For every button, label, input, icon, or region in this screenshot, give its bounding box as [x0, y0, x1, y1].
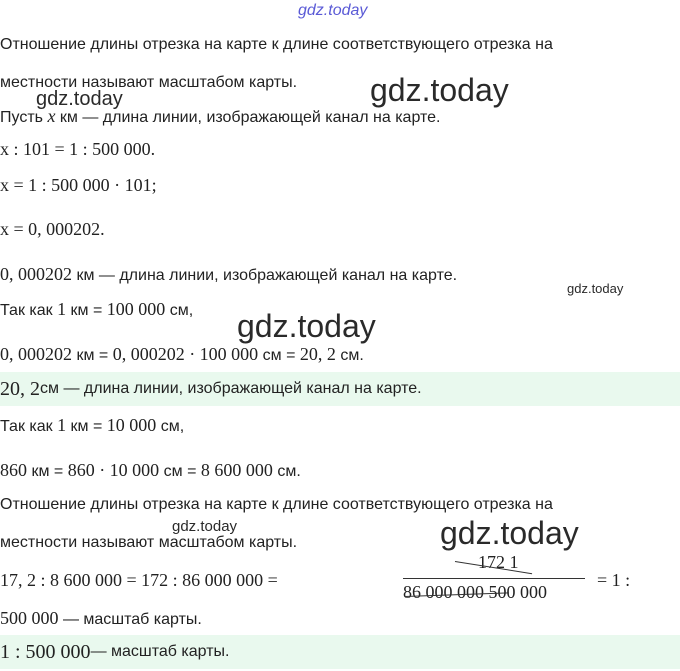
- text: Так как: [0, 418, 58, 435]
- math: 20, 2: [0, 378, 40, 400]
- text: — масштаб карты.: [58, 611, 202, 628]
- math: 1: [57, 299, 67, 319]
- answer-highlight-2: [0, 635, 680, 669]
- result-line-km: [0, 263, 680, 287]
- math: 0, 000202: [0, 264, 72, 284]
- math: 8 600 000: [200, 460, 273, 480]
- text: км =: [66, 302, 107, 319]
- text: км =: [72, 347, 113, 364]
- equation-1: x : 101 = 1 : 500 000.: [0, 139, 156, 159]
- text: км =: [27, 463, 68, 480]
- let-line: [0, 105, 680, 129]
- text: см — длина линии, изображающей канал на карте.: [40, 380, 422, 397]
- math: 860: [0, 460, 27, 480]
- watermark: gdz.today: [440, 515, 579, 551]
- scale-equation: 17, 2 : 8 600 000 = 172 : 86 000 000 =: [0, 570, 278, 590]
- math: 10 000: [106, 415, 157, 435]
- text: см.: [335, 347, 364, 364]
- math: 1 : 500 000: [0, 641, 91, 663]
- definition-line-2: местности называют масштабом карты.: [0, 74, 298, 91]
- since-line-1: [0, 298, 680, 322]
- equation-3: x = 0, 000202.: [0, 219, 105, 239]
- text: см,: [165, 302, 194, 319]
- since-line-2: [0, 414, 680, 438]
- text: — масштаб карты.: [90, 643, 230, 660]
- math: 0, 000202: [0, 344, 72, 364]
- math: 0, 000202 · 100 000: [112, 344, 259, 364]
- equation-2: x = 1 : 500 000 · 101;: [0, 175, 157, 195]
- definition-line-1: Отношение длины отрезка на карте к длине соответствующего отрезка на: [0, 36, 553, 53]
- conversion-line-2: [0, 459, 680, 483]
- watermark: gdz.today: [237, 308, 376, 344]
- text: км — длина линии, изображающей канал на карте.: [72, 267, 458, 284]
- fraction-bar: [403, 578, 585, 579]
- math: 100 000: [106, 299, 166, 319]
- math: 860 · 10 000: [67, 460, 160, 480]
- math: 1: [57, 415, 67, 435]
- fraction-numerator: 172 1: [478, 552, 519, 572]
- definition-line-3: Отношение длины отрезка на карте к длине соответствующего отрезка на: [0, 496, 553, 513]
- text: см =: [159, 463, 201, 480]
- text: см.: [272, 463, 301, 480]
- watermark: gdz.today: [567, 281, 624, 296]
- text: км =: [66, 418, 107, 435]
- text: Пусть: [0, 109, 48, 126]
- text: км — длина линии, изображающей канал на карте.: [55, 109, 441, 126]
- text: см,: [156, 418, 185, 435]
- math: 500 000: [0, 608, 59, 628]
- math: 20, 2: [299, 344, 336, 364]
- math: x: [47, 106, 56, 126]
- scale-result-line: [0, 607, 680, 631]
- answer-highlight-1: [0, 372, 680, 406]
- definition-line-4: местности называют масштабом карты.: [0, 534, 298, 551]
- watermark: gdz.today: [36, 88, 123, 110]
- scale-equation-right: = 1 :: [597, 570, 631, 590]
- watermark: gdz.today: [172, 518, 238, 535]
- conversion-line-1: [0, 343, 680, 367]
- watermark: gdz.today: [370, 72, 509, 108]
- watermark-top: gdz.today: [298, 2, 368, 19]
- text: Так как: [0, 302, 58, 319]
- fraction-denominator: 86 000 000 500 000: [403, 582, 547, 602]
- text: см =: [258, 347, 300, 364]
